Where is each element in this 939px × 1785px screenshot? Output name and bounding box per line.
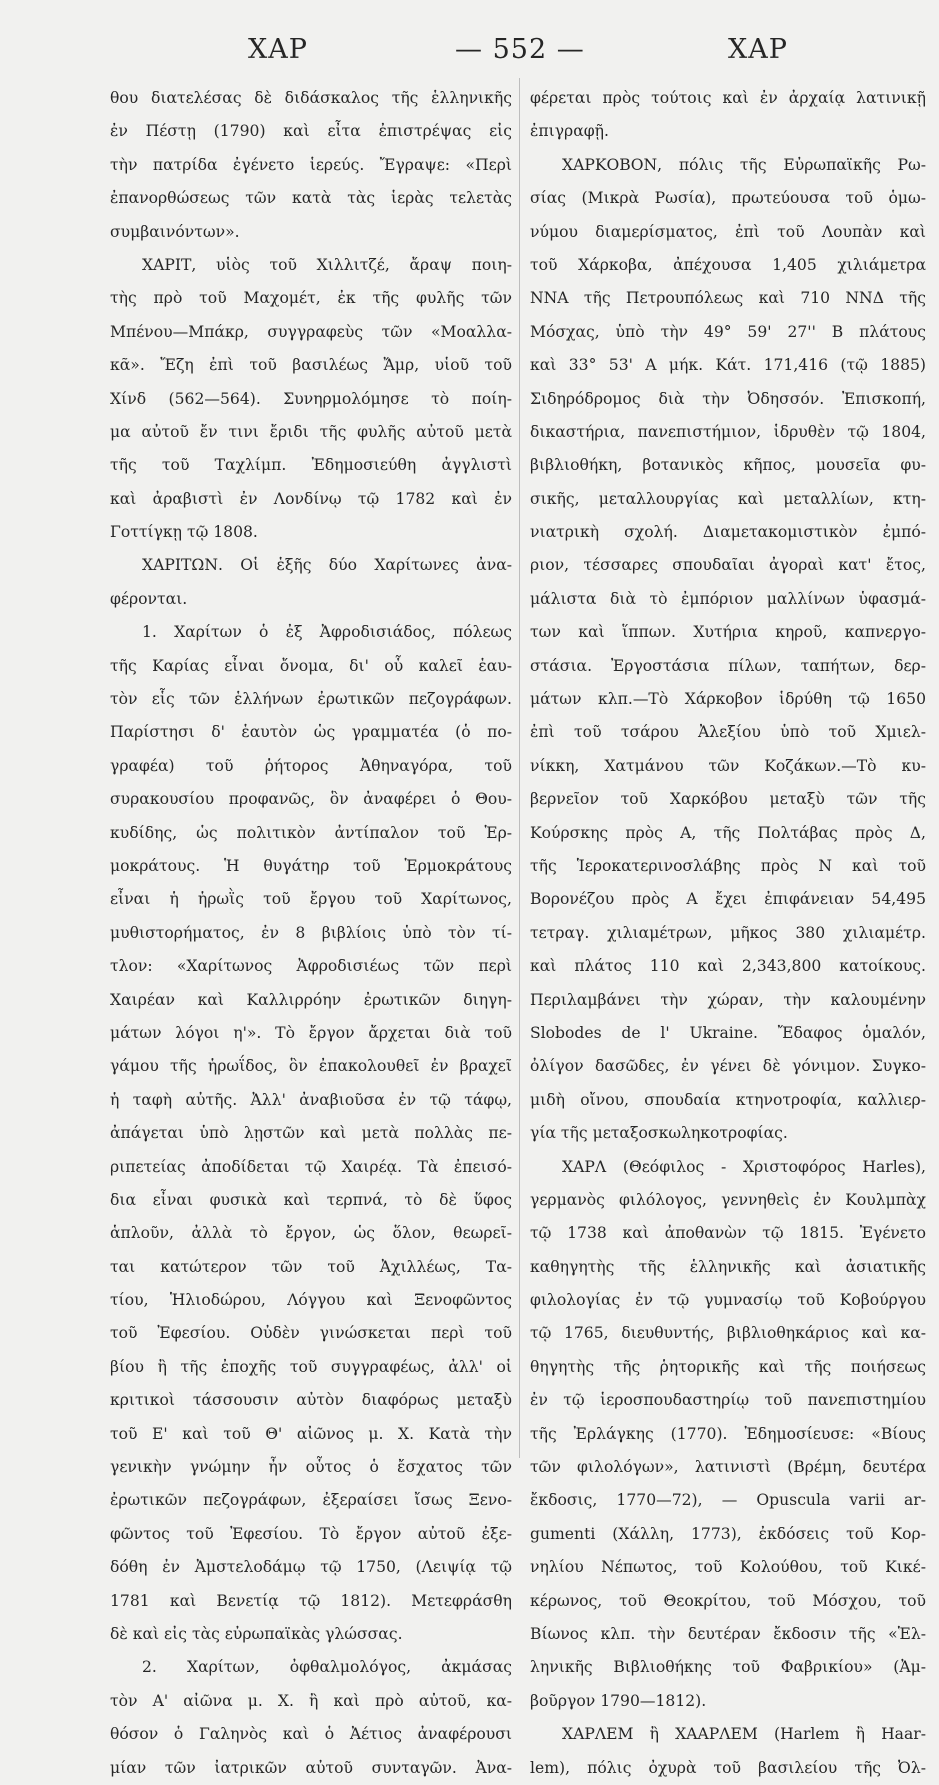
text-line: τὴς πρὸ τοῦ Μαχομέτ, ἐκ τῆς φυλῆς τῶν <box>110 289 512 308</box>
text-line: Σιδηρόδρομος διὰ τὴν Ὀδησσόν. Ἐπισκοπή, <box>530 389 926 408</box>
text-line: βίου ἢ τῆς ἐποχῆς τοῦ συγγραφέως, ἀλλ' οἱ <box>110 1357 512 1376</box>
text-line: Χίνδ (562—564). Συνηρμολόμησε τὸ ποίη- <box>110 389 512 408</box>
text-line: ἀπάγεται ὑπὸ λῃστῶν καὶ μετὰ πολλὰς πε- <box>110 1124 512 1143</box>
text-line: 2. Χαρίτων, ὀφθαλμολόγος, ἀκμάσας <box>142 1658 512 1677</box>
text-line: δὲ καὶ εἰς τὰς εὐρωπαϊκὰς γλώσσας. <box>110 1624 403 1643</box>
text-line: βιβλιοθήκη, βοτανικὸς κῆπος, μουσεῖα φυ- <box>530 456 926 475</box>
text-line: μάλιστα διὰ τὸ ἐμπόριον μαλλίνων ὑφασμά- <box>530 589 926 608</box>
text-line: καθηγητὴς τῆς ἑλληνικῆς καὶ ἀσιατικῆς <box>530 1257 926 1276</box>
text-line: ἐπιγραφῇ. <box>530 122 609 141</box>
text-line: νιατρικὴ σχολή. Διαμετακομιστικὸν ἐμπό- <box>530 523 926 542</box>
text-line: κᾶ». Ἔζη ἐπὶ τοῦ βασιλέως Ἄμρ, υἱοῦ τοῦ <box>110 356 512 375</box>
text-line: τὸν Α' αἰῶνα μ. Χ. ἢ καὶ πρὸ αὐτοῦ, κα- <box>110 1691 512 1710</box>
text-line: ἐρωτικῶν πεζογράφων, ἐξεραίσει ἴσως Ξενο- <box>110 1491 512 1510</box>
text-line: μοκράτους. Ἡ θυγάτηρ τοῦ Ἑρμοκράτους <box>110 856 512 875</box>
text-line: καὶ 33° 53' Α μήκ. Κάτ. 171,416 (τῷ 1885) <box>530 356 926 375</box>
text-line: τὸν εἷς τῶν ἑλλήνων ἐρωτικῶν πεζογράφων. <box>110 690 512 709</box>
text-line: μυθιστορήματος, ἐν 8 βιβλίοις ὑπὸ τὸν τί- <box>110 923 512 942</box>
text-line: ΧΑΡΚΟΒΟΝ, πόλις τῆς Εὐρωπαϊκῆς Ρω- <box>562 155 926 174</box>
text-line: φῶντος τοῦ Ἐφεσίου. Τὸ ἔργον αὐτοῦ ἐξε- <box>110 1524 512 1543</box>
text-line: Μόσχας, ὑπὸ τὴν 49° 59' 27'' Β πλάτους <box>530 322 926 341</box>
text-line: φιλολογίας ἐν τῷ γυμνασίῳ τοῦ Κοβούργου <box>530 1291 926 1310</box>
text-line: ἡ ταφὴ αὐτῆς. Ἀλλ' ἀναβιοῦσα ἐν τῷ τάφῳ, <box>110 1090 512 1109</box>
text-line: μάτων κλπ.—Τὸ Χάρκοβον ἱδρύθη τῷ 1650 <box>530 690 926 709</box>
running-head-right: ΧΑΡ <box>728 34 788 65</box>
text-line: σικῆς, μεταλλουργίας καὶ μεταλλίων, κτη- <box>530 489 926 508</box>
text-line: βοῦργον 1790—1812). <box>530 1691 707 1710</box>
text-line: ΧΑΡΛ (Θεόφιλος - Χριστοφόρος Harles), <box>562 1157 926 1176</box>
text-line: μιδὴ οἴνου, σπουδαία κτηνοτροφία, καλλιερ- <box>530 1090 926 1109</box>
text-line: lem), πόλις ὀχυρὰ τοῦ βασιλείου τῆς Ὀλ- <box>530 1758 926 1777</box>
text-line: τῆς Καρίας εἶναι ὄνομα, δι' οὗ καλεῖ ἑαυ- <box>110 656 512 675</box>
text-line: 1. Χαρίτων ὁ ἐξ Ἀφροδισιάδος, πόλεως <box>142 623 512 642</box>
text-line: τῆς Ἱεροκατερινοσλάβης πρὸς Ν καὶ τοῦ <box>530 856 926 875</box>
text-line: 1781 καὶ Βενετίᾳ τῷ 1812). Μετεφράσθη <box>110 1591 512 1610</box>
text-line: νύμου διαμερίσματος, ἐπὶ τοῦ Λουπὰν καὶ <box>530 222 926 241</box>
text-line: ἐν Πέστῃ (1790) καὶ εἶτα ἐπιστρέψας εἰς <box>110 122 512 141</box>
text-line: Παρίστησι δ' ἑαυτὸν ὡς γραμματέα (ὁ πο- <box>110 723 512 742</box>
text-line: ται κατώτερον τῶν τοῦ Ἀχιλλέως, Τα- <box>110 1257 512 1276</box>
text-line: τλον: «Χαρίτωνος Ἀφροδισιέως τῶν περὶ <box>110 957 512 976</box>
text-line: Βίωνος κλπ. τὴν δευτέραν ἔκδοσιν τῆς «Ἑλ- <box>530 1624 926 1643</box>
text-line: Βορονέζου πρὸς Α ἔχει ἐπιφάνειαν 54,495 <box>530 890 926 909</box>
text-line: τῷ 1738 καὶ ἀποθανὼν τῷ 1815. Ἐγένετο <box>530 1224 926 1243</box>
text-line: σίας (Μικρὰ Ρωσία), πρωτεύουσα τοῦ ὁμω- <box>530 189 926 208</box>
text-line: ἐπανορθώσεως τῶν κατὰ τὰς ἱερὰς τελετὰς <box>110 189 512 208</box>
text-line: μίαν τῶν ἰατρικῶν αὐτοῦ συνταγῶν. Ἀνα- <box>110 1758 512 1777</box>
text-line: ληνικῆς Βιβλιοθήκης τοῦ Φαβρικίου» (Ἀμ- <box>530 1658 926 1677</box>
text-line: τῆς Ἐρλάγκης (1770). Ἐδημοσίευσε: «Βίους <box>530 1424 926 1443</box>
text-line: γραφέα) τοῦ ῥήτορος Ἀθηναγόρα, τοῦ <box>110 756 512 775</box>
text-line: ριον, τέσσαρες σπουδαῖαι ἀγοραὶ κατ' ἔτος, <box>530 556 926 575</box>
text-line: Χαιρέαν καὶ Καλλιρρόην ἐρωτικῶν διηγη- <box>110 990 512 1009</box>
left-column <box>110 82 512 1785</box>
text-line: τὴν πατρίδα ἐγένετο ἱερεύς. Ἔγραψε: «Περὶ <box>110 155 512 174</box>
column-divider <box>519 78 520 1458</box>
text-line: καὶ ἀραβιστὶ ἐν Λονδίνῳ τῷ 1782 καὶ ἐν <box>110 489 512 508</box>
text-line: νίκκη, Χατμάνου τῶν Κοζάκων.—Τὸ κυ- <box>530 756 926 775</box>
text-line: γάμου τῆς ἡρωΐδος, ὃν ἐπακολουθεῖ ἐν βραχεῖ <box>110 1057 512 1076</box>
text-line: νηλίου Νέπωτος, τοῦ Κολούθου, τοῦ Κικέ- <box>530 1558 926 1577</box>
text-line: τοῦ Χάρκοβα, ἀπέχουσα 1,405 χιλιάμετρα <box>530 255 926 274</box>
text-line: τοῦ Ἐφεσίου. Οὐδὲν γινώσκεται περὶ τοῦ <box>110 1324 512 1343</box>
text-line: Μπένου—Μπάκρ, συγγραφεὺς τῶν «Μοαλλα- <box>110 322 512 341</box>
text-line: κέρωνος, τοῦ Θεοκρίτου, τοῦ Μόσχου, τοῦ <box>530 1591 926 1610</box>
text-line: ΧΑΡΙΤ, υἱὸς τοῦ Χιλλιτζέ, ἄραψ ποιη- <box>142 255 512 274</box>
text-line: μα αὐτοῦ ἔν τινι ἔριδι τῆς φυλῆς αὐτοῦ μετὰ <box>110 422 512 441</box>
text-line: θηγητὴς τῆς ῥητορικῆς καὶ τῆς ποιήσεως <box>530 1357 926 1376</box>
text-line: ΧΑΡΛΕΜ ἢ ΧΑΑΡΛΕΜ (Harlem ἢ Haar- <box>562 1725 926 1744</box>
text-line: δόθη ἐν Ἀμστελοδάμῳ τῷ 1750, (Λειψίᾳ τῷ <box>110 1558 512 1577</box>
running-head-left: ΧΑΡ <box>248 34 308 65</box>
text-line: ριπετείας ἀποδίδεται τῷ Χαιρέᾳ. Τὰ ἐπεισό- <box>110 1157 512 1176</box>
text-line: ἔκδοσις, 1770—72), — Opuscula varii ar- <box>530 1491 926 1510</box>
text-line: Slobodes de l' Ukraine. Ἔδαφος ὁμαλόν, <box>530 1023 926 1042</box>
text-line: στάσια. Ἐργοστάσια πίλων, ταπήτων, δερ- <box>530 656 926 675</box>
text-line: βερνεῖον τοῦ Χαρκόβου μεταξὺ τῶν τῆς <box>530 790 926 809</box>
text-line: Κούρσκης πρὸς Α, τῆς Πολτάβας πρὸς Δ, <box>530 823 926 842</box>
text-line: φέρονται. <box>110 589 188 608</box>
text-line: γερμανὸς φιλόλογος, γεννηθεὶς ἐν Κουλμπὰχ <box>530 1190 926 1209</box>
text-line: ἐπὶ τοῦ τσάρου Ἀλεξίου ὑπὸ τοῦ Χμιελ- <box>530 723 926 742</box>
text-line: τῶν φιλολόγων», λατινιστὶ (Βρέμη, δευτέρα <box>530 1458 926 1477</box>
text-line: τίου, Ἡλιοδώρου, Λόγγου καὶ Ξενοφῶντος <box>110 1291 512 1310</box>
text-line: gumenti (Χάλλη, 1773), ἐκδόσεις τοῦ Κορ- <box>530 1524 926 1543</box>
text-line: τοῦ Ε' καὶ τοῦ Θ' αἰῶνος μ. Χ. Κατὰ τὴν <box>110 1424 512 1443</box>
text-line: τῆς τοῦ Ταχλίμπ. Ἐδημοσιεύθη ἀγγλιστὶ <box>110 456 512 475</box>
text-line: Περιλαμβάνει τὴν χώραν, τὴν καλουμένην <box>530 990 926 1009</box>
text-line: συμβαινόντων». <box>110 222 240 241</box>
text-line: θόσον ὁ Γαληνὸς καὶ ὁ Ἀέτιος ἀναφέρουσι <box>110 1725 512 1744</box>
text-line: ὀλίγον δασῶδες, ἐν γένει δὲ γόνιμον. Συγκο- <box>530 1057 926 1076</box>
text-line: τετραγ. χιλιαμέτρων, μῆκος 380 χιλιαμέτρ. <box>530 923 926 942</box>
text-line: φέρεται πρὸς τούτοις καὶ ἐν ἀρχαίᾳ λατινικῇ <box>530 89 926 107</box>
text-line: καὶ πλάτος 110 καὶ 2,343,800 κατοίκους. <box>530 957 926 976</box>
text-line: γενικὴν γνώμην ἦν οὗτος ὁ ἔσχατος τῶν <box>110 1458 512 1477</box>
text-line: ἁπλοῦν, ἀλλὰ τὸ ἔργον, ὡς ὅλον, θεωρεῖ- <box>110 1224 512 1243</box>
text-line: ΧΑΡΙΤΩΝ. Οἱ ἑξῆς δύο Χαρίτωνες ἀνα- <box>142 556 512 575</box>
page-number: — 552 — <box>455 34 585 65</box>
text-line: Γοττίγκῃ τῷ 1808. <box>110 523 258 542</box>
text-line: γία τῆς μεταξοσκωληκοτροφίας. <box>530 1124 788 1143</box>
text-line: κυδίδης, ὡς πολιτικὸν ἀντίπαλον τοῦ Ἑρ- <box>110 823 512 842</box>
text-line: θου διατελέσας δὲ διδάσκαλος τῆς ἑλληνικῆς <box>110 89 512 107</box>
right-column <box>530 82 926 1785</box>
text-line: δικαστήρια, πανεπιστήμιον, ἱδρυθὲν τῷ 1804, <box>530 422 926 441</box>
text-line: εἶναι ἡ ἡρωῒς τοῦ ἔργου τοῦ Χαρίτωνος, <box>110 890 512 909</box>
text-line: συρακουσίου προφανῶς, ὃν ἀναφέρει ὁ Θου- <box>110 790 512 809</box>
text-line: κριτικοὶ τάσσουσιν αὐτὸν διαφόρως μεταξὺ <box>110 1391 512 1410</box>
text-line: των καὶ ἵππων. Χυτήρια κηροῦ, καπνεργο- <box>530 623 926 642</box>
text-line: ΝΝΑ τῆς Πετρουπόλεως καὶ 710 ΝΝΔ τῆς <box>530 289 926 308</box>
text-line: δια εἶναι φυσικὰ καὶ τερπνά, τὸ δὲ ὕφος <box>110 1190 512 1209</box>
text-line: ἐν τῷ ἱεροσπουδαστηρίῳ τοῦ πανεπιστημίου <box>530 1391 926 1410</box>
text-line: μάτων λόγοι η'». Τὸ ἔργον ἄρχεται διὰ τοῦ <box>110 1023 512 1042</box>
text-line: τῷ 1765, διευθυντής, βιβλιοθηκάριος καὶ κα- <box>530 1324 926 1343</box>
